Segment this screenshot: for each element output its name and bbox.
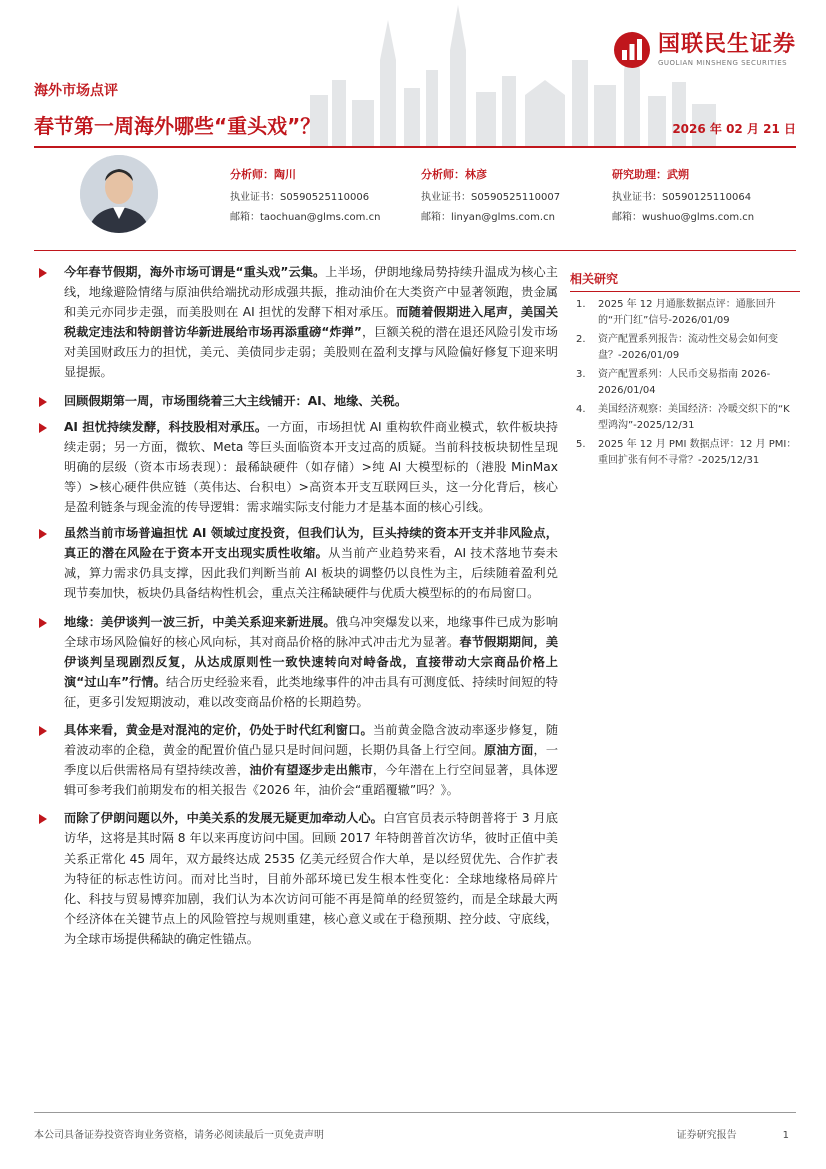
paragraph-highlight: 今年春节假期，海外市场可谓是“重头戏”云集。 bbox=[64, 265, 326, 279]
analyst-email: 邮箱：linyan@glms.com.cn bbox=[421, 212, 555, 223]
bullet-arrow-icon bbox=[39, 423, 47, 433]
paragraph-text: 从当前产业趋势来看，AI 技术落地节奏未减，算力需求仍具支撑，因此我们判断当前 AI 板块的调整仍以良性为主，后续随着盈利兑现节奏加快，板块仍具备结构性机会，重点关注稀缺硬件与优质大模型标的的布局窗口。 bbox=[64, 546, 558, 601]
analyst-name: 陶川 bbox=[274, 168, 296, 181]
report-category: 海外市场点评 bbox=[34, 83, 118, 99]
paragraph-text: 白宫官员表示特朗普将于 3 月底访华，这将是其时隔 8 年以来再度访问中国。回顾 2017 年特朗普首次访华，彼时正值中美关系正常化 45 周年，双方最终达成 2535 亿美元经贸合作大单，是以经贸优先、合作扩表为特征的标志性访问。而对比当时，目前外部环境已发生根本性变化：全球地缘格局碎片化、科技与贸易博弈加剧，我们认为本次访问可能不再是简单的经贸签约，而是全球最大两个经济体在关键节点上的风险管控与规则重建，核心意义或在于稳预期、控分歧、守底线，为全球市场提供稀缺的确定性锚点。 bbox=[64, 811, 558, 946]
paragraph-highlight: 而随着假期进入尾声，美国关税裁定违法和特朗普访华新进展给市场再添重磅“炸弹” bbox=[64, 305, 559, 340]
analyst-avatar bbox=[80, 155, 158, 233]
analyst-email: 邮箱：taochuan@glms.com.cn bbox=[230, 212, 381, 223]
paragraph-text: ，巨额关税的潜在退还风险引发市场对美国财政压力的担忧，美元、美债同步走弱；美股则在盈利支撑与风险偏好修复下迎来明显提振。 bbox=[64, 325, 558, 380]
analyst-email: 邮箱：wushuo@glms.com.cn bbox=[612, 212, 755, 223]
analyst-divider bbox=[34, 250, 796, 251]
paragraph-highlight: 具体来看，黄金是对混沌的定价，仍处于时代红利窗口。 bbox=[64, 722, 373, 737]
bullet-arrow-icon bbox=[39, 618, 47, 628]
related-research-item[interactable]: 1. 2025 年 12 月通胀数据点评：通胀回升的“开门红”信号-2026/01/09 bbox=[576, 299, 776, 326]
related-research-item[interactable]: 4. 美国经济观察：美国经济：冷暖交织下的“K 型鸿沟”-2025/12/31 bbox=[576, 404, 790, 431]
footer-disclaimer: 本公司具备证券投资咨询业务资格，请务必阅读最后一页免责声明 bbox=[34, 1130, 324, 1141]
paragraph-highlight: AI 担忧持续发酵，科技股相对承压。 bbox=[64, 419, 268, 434]
related-research-item[interactable]: 2. 资产配置系列报告：流动性交易会如何变盘？-2026/01/09 bbox=[576, 334, 778, 361]
header-divider bbox=[34, 146, 796, 148]
paragraph-highlight: 回顾假期第一周，市场围绕着三大主线铺开：AI、地缘、关税。 bbox=[64, 393, 408, 408]
analyst-cert: 执业证书：S0590525110006 bbox=[230, 192, 370, 203]
city-skyline-illustration bbox=[300, 0, 720, 148]
paragraph-highlight: 春节假期期间，美伊谈判呈现剧烈反复，从达成原则性一致快速转向对峙备战，直接带动大宗商品价格上演“过山车”行情。 bbox=[64, 634, 559, 689]
related-research bbox=[570, 270, 800, 472]
paragraph-text: 一方面，市场担忧 AI 重构软件商业模式，软件板块持续走弱；另一方面，微软、Meta 等巨头面临资本开支过高的质疑。当前科技板块韧性呈现明确的层级（资本市场表现）：最稀缺硬件（如存储）>纯 AI 大模型标的（港股 MinMax 等）>核心硬件供应链（英伟达、台积电）>高资本开支互联网巨头，这一分化背后，核心是盈利链条与现金流的传导逻辑：需求端实际支付能力才是基本面的核心引线。 bbox=[64, 419, 558, 515]
bullet-arrow-icon bbox=[39, 814, 47, 824]
analyst-name-line: 研究助理：武朔 bbox=[612, 168, 689, 181]
footer-doc-type: 证券研究报告 bbox=[676, 1130, 737, 1141]
report-title: 春节第一周海外哪些“重头戏”？ bbox=[34, 114, 321, 138]
paragraph-highlight: 地缘：美伊谈判一波三折，中美关系迎来新进展。 bbox=[64, 614, 336, 629]
bullet-arrow-icon bbox=[39, 268, 47, 278]
paragraph-highlight: 原油方面 bbox=[484, 743, 534, 758]
analyst-name: 林彦 bbox=[465, 168, 487, 181]
analyst-name-line: 分析师：林彦 bbox=[421, 168, 487, 181]
body-paragraph bbox=[34, 612, 558, 712]
analyst-name: 武朔 bbox=[667, 168, 689, 181]
footer-info bbox=[631, 1126, 789, 1141]
bullet-arrow-icon bbox=[39, 397, 47, 407]
related-research-item[interactable]: 5. 2025 年 12 月 PMI 数据点评：12 月 PMI：重回扩张有何不寻常？-2025/12/31 bbox=[576, 439, 797, 466]
brand-mark-icon bbox=[612, 30, 652, 70]
paragraph-text: 上半场，伊朗地缘局势持续升温成为核心主线，地缘避险情绪与原油供给端扰动形成强共振，推动油价在大类资产中显著领跑，贵金属和美元亦同步走强，而美股则在 AI 担忧的发酵下相对承压。 bbox=[64, 265, 558, 320]
paragraph-text: ，一季度以后供需格局有望持续改善， bbox=[64, 743, 559, 778]
analyst-cert: 执业证书：S0590125110064 bbox=[612, 192, 752, 203]
body-paragraph bbox=[34, 391, 558, 411]
paragraph-text: 结合历史经验来看，此类地缘事件的冲击具有可测度低、持续时间短的特征，更多引发短期波动，难以改变商品价格的长期趋势。 bbox=[64, 674, 558, 709]
body-paragraph bbox=[34, 262, 558, 383]
body-paragraph bbox=[34, 720, 558, 800]
bullet-arrow-icon bbox=[39, 529, 47, 539]
paragraph-text: 俄乌冲突爆发以来，地缘事件已成为影响全球市场风险偏好的核心风向标，其对商品价格的脉冲式冲击尤为显著。 bbox=[64, 614, 559, 649]
brand-name-cn: 国联民生证券 bbox=[657, 32, 796, 57]
analyst-card bbox=[230, 166, 430, 228]
brand-name-en: GUOLIAN MINSHENG SECURITIES bbox=[657, 59, 788, 67]
paragraph-text: 当前黄金隐含波动率逐步修复，随着波动率的企稳，黄金的配置价值凸显只是时间问题，长期仍具备上行空间。 bbox=[64, 722, 559, 758]
analyst-card bbox=[612, 166, 812, 228]
body-paragraph bbox=[34, 417, 558, 517]
paragraph-highlight: 而除了伊朗问题以外，中美关系的发展无疑更加牵动人心。 bbox=[64, 811, 383, 826]
analyst-card bbox=[421, 166, 621, 228]
analyst-name-line: 分析师：陶川 bbox=[230, 168, 296, 181]
paragraph-highlight: 虽然当前市场普遍担忧 AI 领域过度投资，但我们认为，巨头持续的资本开支并非风险点，真正的潜在风险在于资本开支出现实质性收缩。 bbox=[64, 526, 558, 561]
report-date: 2026 年 02 月 21 日 bbox=[672, 122, 796, 136]
body-paragraph bbox=[34, 523, 558, 603]
related-research-item[interactable]: 3. 资产配置系列：人民币交易指南 2026-2026/01/04 bbox=[576, 369, 771, 396]
person-photo-icon bbox=[80, 155, 158, 233]
brand-logo bbox=[612, 30, 796, 70]
bullet-arrow-icon bbox=[39, 726, 47, 736]
paragraph-text: ，今年潜在上行空间显著，具体逻辑可参考我们前期发布的相关报告《2026 年，油价会“重蹈覆辙”吗？》。 bbox=[64, 763, 559, 798]
footer-divider bbox=[34, 1112, 796, 1113]
analyst-cert: 执业证书：S0590525110007 bbox=[421, 192, 561, 203]
page-number: 1 bbox=[782, 1130, 789, 1141]
paragraph-highlight: 油价有望逐步走出熊市 bbox=[249, 763, 373, 778]
related-research-title: 相关研究 bbox=[570, 270, 800, 292]
report-body bbox=[34, 262, 558, 955]
body-paragraph bbox=[34, 808, 558, 949]
